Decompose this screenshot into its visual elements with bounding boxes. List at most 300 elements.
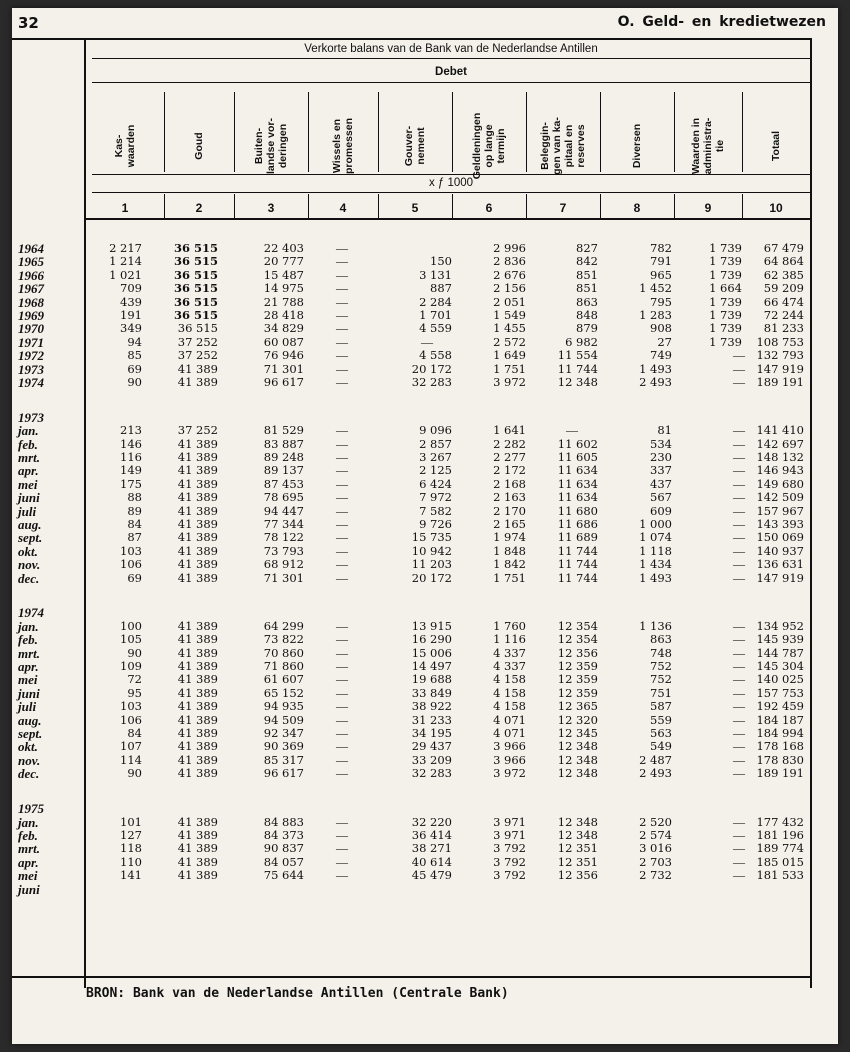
table-cell: 9 726 — [419, 517, 452, 532]
table-cell: 146 943 — [756, 463, 804, 478]
table-cell: 95 — [127, 685, 142, 700]
table-cell: 3 016 — [639, 841, 672, 856]
table-cell: 41 389 — [177, 557, 218, 572]
column-header-line: landse vor- — [265, 117, 277, 175]
row-label: feb. — [18, 436, 38, 452]
row-label: aug. — [18, 712, 42, 728]
column-header-line: promessen — [343, 117, 355, 175]
table-cell: 142 509 — [756, 490, 804, 505]
table-cell: — — [733, 854, 745, 869]
table-cell: 11 602 — [557, 436, 598, 451]
table-cell: 134 952 — [756, 618, 804, 633]
table-cell: 94 509 — [263, 712, 304, 727]
table-cell: 150 069 — [756, 530, 804, 545]
table-cell: 795 — [650, 294, 672, 309]
table-cell: 349 — [120, 321, 142, 336]
table-cell: 41 389 — [177, 570, 218, 585]
title-rule — [92, 58, 810, 59]
column-rule — [600, 92, 601, 172]
table-cell: 28 418 — [263, 308, 304, 322]
table-cell: 67 479 — [763, 241, 804, 255]
table-cell: — — [733, 752, 745, 767]
table-cell: 41 389 — [177, 450, 218, 465]
table-cell: — — [336, 685, 348, 700]
table-cell: 118 — [120, 841, 142, 856]
row-label: 1966 — [18, 267, 44, 283]
row-label: juli — [18, 699, 37, 715]
row-label: feb. — [18, 827, 38, 843]
column-rule — [526, 194, 527, 218]
table-cell: 147 919 — [756, 570, 804, 585]
row-label: juni — [18, 490, 40, 506]
table-cell: 41 389 — [177, 868, 218, 883]
table-cell: 81 233 — [763, 321, 804, 336]
column-number: 7 — [559, 201, 567, 215]
table-cell: 116 — [120, 450, 142, 465]
table-cell: 15 735 — [411, 530, 452, 545]
column-number: 5 — [411, 201, 419, 215]
table-cell: — — [336, 294, 348, 309]
column-header — [631, 124, 643, 168]
table-cell: 96 617 — [263, 375, 304, 389]
table-cell: — — [733, 450, 745, 465]
table-cell: 1 664 — [709, 281, 742, 296]
table-cell: 1 116 — [493, 632, 526, 647]
table-cell: — — [336, 490, 348, 505]
column-rule — [164, 194, 165, 218]
table-cell: 751 — [650, 685, 672, 700]
table-cell: 41 389 — [177, 436, 218, 451]
table-cell: 2 996 — [493, 241, 526, 255]
table-cell: — — [336, 766, 348, 781]
table-cell: 887 — [430, 281, 452, 296]
column-rule — [526, 92, 527, 172]
table-cell: 41 389 — [177, 841, 218, 856]
table-cell: — — [733, 827, 745, 842]
table-cell: 4 071 — [493, 726, 526, 741]
table-cell: — — [733, 645, 745, 660]
row-label: mrt. — [18, 450, 41, 466]
table-cell: 559 — [650, 712, 672, 727]
column-rule — [674, 194, 675, 218]
table-cell: — — [733, 503, 745, 518]
table-cell: 1 739 — [709, 308, 742, 322]
row-label: mrt. — [18, 841, 41, 857]
column-header-line: Diversen — [631, 123, 643, 169]
table-cell: 908 — [650, 321, 672, 336]
column-number: 2 — [195, 201, 203, 215]
table-cell: 141 — [120, 868, 142, 883]
source-note: BRON: Bank van de Nederlandse Antillen (Centrale Bank) — [86, 986, 509, 1001]
table-cell: 3 966 — [493, 739, 526, 754]
table-cell: 90 837 — [263, 841, 304, 856]
table-cell: 87 453 — [263, 476, 304, 491]
table-cell: 178 168 — [756, 739, 804, 754]
table-cell: 12 354 — [557, 632, 598, 647]
table-cell: 87 — [127, 530, 142, 545]
table-cell: 3 971 — [493, 827, 526, 842]
table-cell: 181 196 — [756, 827, 804, 842]
table-cell: 36 515 — [173, 254, 218, 269]
table-cell: 177 432 — [756, 814, 804, 829]
column-header — [193, 132, 205, 159]
table-cell: 14 497 — [411, 659, 452, 674]
column-rule — [234, 194, 235, 218]
table-cell: 191 — [120, 308, 142, 322]
table-cell: 2 282 — [493, 436, 526, 451]
table-cell: — — [336, 436, 348, 451]
row-label: 1970 — [18, 321, 44, 337]
table-cell: — — [421, 334, 433, 349]
table-cell: 11 744 — [557, 570, 598, 585]
table-cell: 88 — [127, 490, 142, 505]
table-cell: 62 385 — [763, 267, 804, 282]
table-cell: 36 515 — [173, 294, 218, 309]
table-cell: 61 607 — [263, 672, 304, 687]
top-rule — [12, 38, 812, 40]
table-cell: 965 — [650, 267, 672, 282]
row-label: sept. — [18, 530, 43, 546]
table-cell: 752 — [650, 672, 672, 687]
table-cell: 110 — [120, 854, 142, 869]
table-cell: — — [733, 361, 745, 376]
table-cell: 189 191 — [756, 375, 804, 389]
table-cell: 106 — [120, 712, 142, 727]
column-header — [113, 125, 137, 168]
table-cell: 41 389 — [177, 490, 218, 505]
row-label: 1974 — [18, 375, 44, 390]
table-cell: 12 365 — [557, 699, 598, 714]
row-label: apr. — [18, 854, 39, 870]
row-label: dec. — [18, 766, 40, 782]
row-label: mrt. — [18, 645, 41, 661]
column-header-line: termijn — [495, 128, 507, 164]
table-cell: — — [733, 517, 745, 532]
column-rule — [452, 92, 453, 172]
table-cell: — — [336, 450, 348, 465]
row-label: okt. — [18, 543, 38, 559]
table-cell: — — [733, 739, 745, 754]
row-label: mei — [18, 868, 38, 884]
table-cell: 146 — [120, 436, 142, 451]
table-cell: 64 299 — [263, 618, 304, 633]
table-cell: 12 351 — [557, 854, 598, 869]
column-rule — [234, 92, 235, 172]
table-cell: 12 348 — [557, 766, 598, 781]
table-row — [12, 883, 838, 897]
column-header-line: gen van ka- — [551, 117, 563, 175]
table-cell: 90 — [127, 645, 142, 660]
table-cell: — — [336, 254, 348, 269]
column-rule — [308, 92, 309, 172]
table-cell: 1 739 — [709, 334, 742, 349]
row-label: 1968 — [18, 294, 44, 310]
table-cell: — — [336, 267, 348, 282]
column-header-line: Totaal — [770, 130, 782, 162]
table-cell: 36 515 — [173, 308, 218, 322]
column-header-line: Goud — [193, 132, 205, 160]
table-cell: 90 369 — [263, 739, 304, 754]
table-cell: 2 172 — [493, 463, 526, 478]
table-cell: — — [336, 699, 348, 714]
table-cell: 4 559 — [419, 321, 452, 336]
table-cell: 782 — [650, 241, 672, 255]
table-cell: 4 337 — [493, 645, 526, 660]
table-cell: 11 605 — [557, 450, 598, 465]
table-cell: 11 554 — [557, 348, 598, 363]
table-cell: 73 793 — [263, 543, 304, 558]
table-cell: 108 753 — [756, 334, 804, 349]
column-header — [770, 131, 782, 161]
row-label: 1973 — [18, 361, 44, 377]
column-number: 4 — [339, 201, 347, 215]
table-cell: — — [336, 543, 348, 558]
table-cell: 1 760 — [493, 618, 526, 633]
table-cell: 2 168 — [493, 476, 526, 491]
table-cell: 748 — [650, 645, 672, 660]
table-cell: — — [336, 645, 348, 660]
unit-rule-bottom — [92, 192, 810, 193]
table-row — [12, 869, 838, 883]
row-label: aug. — [18, 517, 42, 533]
table-cell: 38 271 — [411, 841, 452, 856]
table-cell: 20 777 — [263, 254, 304, 269]
table-cell: 41 389 — [177, 632, 218, 647]
table-cell: 89 137 — [263, 463, 304, 478]
row-label: juli — [18, 503, 37, 519]
table-cell: 41 389 — [177, 699, 218, 714]
table-cell: 41 389 — [177, 685, 218, 700]
column-rule — [600, 194, 601, 218]
table-cell: 12 354 — [557, 618, 598, 633]
table-cell: 37 252 — [177, 348, 218, 363]
table-cell: 1 283 — [639, 308, 672, 322]
table-cell: 94 935 — [263, 699, 304, 714]
table-cell: — — [733, 659, 745, 674]
table-cell: 1 136 — [639, 618, 672, 633]
table-cell: 41 389 — [177, 530, 218, 545]
table-cell: 41 389 — [177, 766, 218, 781]
table-cell: — — [336, 348, 348, 363]
group-label: 1974 — [18, 605, 44, 621]
table-cell: — — [336, 361, 348, 376]
row-label: 1971 — [18, 334, 44, 350]
table-cell: 189 191 — [756, 766, 804, 781]
table-cell: — — [336, 841, 348, 856]
column-number: 1 — [121, 201, 129, 215]
table-cell: 4 071 — [493, 712, 526, 727]
table-cell: 848 — [576, 308, 598, 322]
table-cell: 1 000 — [639, 517, 672, 532]
row-label: nov. — [18, 752, 41, 768]
table-cell: 2 284 — [419, 294, 452, 309]
table-cell: 34 195 — [411, 726, 452, 741]
table-cell: 89 248 — [263, 450, 304, 465]
table-cell: 1 455 — [493, 321, 526, 336]
table-cell: — — [733, 712, 745, 727]
table-cell: 142 697 — [756, 436, 804, 451]
table-cell: 549 — [650, 739, 672, 754]
table-cell: 2 156 — [493, 281, 526, 296]
table-cell: 29 437 — [411, 739, 452, 754]
table-cell: — — [336, 712, 348, 727]
column-header — [539, 117, 587, 175]
row-label: apr. — [18, 463, 39, 479]
table-cell: 6 424 — [419, 476, 452, 491]
document-page — [12, 8, 838, 1044]
table-cell: 109 — [120, 659, 142, 674]
table-cell: 73 822 — [263, 632, 304, 647]
table-cell: 11 689 — [557, 530, 598, 545]
column-rule — [742, 92, 743, 172]
table-cell: — — [336, 517, 348, 532]
table-cell: 83 887 — [263, 436, 304, 451]
row-label: mei — [18, 476, 38, 492]
table-cell: — — [733, 490, 745, 505]
column-header-line: nement — [415, 127, 427, 165]
table-cell: 157 753 — [756, 685, 804, 700]
row-label: 1965 — [18, 254, 44, 270]
table-cell: 609 — [650, 503, 672, 518]
column-rule — [378, 92, 379, 172]
table-cell: — — [733, 557, 745, 572]
side-rule — [92, 82, 810, 83]
column-header — [253, 118, 289, 174]
table-cell: — — [336, 334, 348, 349]
row-label: juni — [18, 685, 40, 701]
column-rule — [164, 92, 165, 172]
column-header-line: deringen — [277, 123, 289, 169]
table-cell: 36 515 — [173, 241, 218, 255]
table-cell: 94 — [127, 334, 142, 349]
table-cell: 41 389 — [177, 672, 218, 687]
table-cell: 41 389 — [177, 645, 218, 660]
row-label: 1964 — [18, 241, 44, 256]
table-cell: 66 474 — [763, 294, 804, 309]
table-cell: 19 688 — [411, 672, 452, 687]
table-cell: 1 493 — [639, 570, 672, 585]
table-cell: — — [336, 530, 348, 545]
table-cell: 84 — [127, 517, 142, 532]
column-header-line: Gouver- — [403, 125, 415, 167]
column-rule — [674, 92, 675, 172]
column-header-line: waarden — [125, 124, 137, 168]
row-label: apr. — [18, 659, 39, 675]
table-cell: 3 792 — [493, 841, 526, 856]
table-cell: — — [336, 739, 348, 754]
column-header-line: pitaal en — [563, 124, 575, 168]
column-header — [471, 113, 507, 180]
table-cell: 2 493 — [639, 766, 672, 781]
table-cell: 2 165 — [493, 517, 526, 532]
row-label: 1972 — [18, 348, 44, 364]
table-cell: — — [733, 375, 745, 389]
column-rule — [452, 194, 453, 218]
table-cell: 749 — [650, 348, 672, 363]
table-cell: — — [336, 281, 348, 296]
table-cell: 84 883 — [263, 814, 304, 829]
table-cell: 1 118 — [639, 543, 672, 558]
column-header-line: op lange — [483, 124, 495, 168]
table-cell: — — [336, 375, 348, 389]
table-cell: 1 739 — [709, 321, 742, 336]
table-cell: 1 549 — [493, 308, 526, 322]
table-cell: 36 515 — [177, 321, 218, 336]
table-cell: 863 — [576, 294, 598, 309]
table-cell: 1 021 — [109, 267, 142, 282]
table-cell: 6 982 — [565, 334, 598, 349]
table-cell: — — [733, 868, 745, 883]
table-cell: 213 — [120, 423, 142, 438]
table-cell: 145 939 — [756, 632, 804, 647]
table-cell: 1 649 — [493, 348, 526, 363]
table-cell: 12 348 — [557, 752, 598, 767]
table-title: Verkorte balans van de Bank van de Nederlandse Antillen — [304, 43, 598, 55]
table-cell: 41 389 — [177, 476, 218, 491]
table-cell: 84 057 — [263, 854, 304, 869]
column-header — [331, 118, 355, 174]
table-cell: — — [336, 726, 348, 741]
table-cell: 70 860 — [263, 645, 304, 660]
table-cell: — — [733, 463, 745, 478]
row-label: mei — [18, 672, 38, 688]
table-cell: 20 172 — [411, 570, 452, 585]
column-number: 10 — [769, 201, 783, 215]
column-header-line: administra- — [702, 117, 714, 175]
table-cell: 1 641 — [493, 423, 526, 438]
table-side: Debet — [435, 66, 467, 78]
table-cell: 64 864 — [763, 254, 804, 269]
column-header-line: reserves — [575, 124, 587, 168]
table-cell: 3 131 — [419, 267, 452, 282]
table-cell: — — [336, 672, 348, 687]
table-cell: 2 703 — [639, 854, 672, 869]
table-cell: 4 158 — [493, 685, 526, 700]
table-cell: 2 487 — [639, 752, 672, 767]
table-cell: 1 452 — [639, 281, 672, 296]
table-cell: 149 — [120, 463, 142, 478]
table-cell: 13 915 — [411, 618, 452, 633]
table-cell: — — [733, 436, 745, 451]
column-number: 9 — [704, 201, 712, 215]
table-cell: — — [336, 854, 348, 869]
table-cell: 84 373 — [263, 827, 304, 842]
table-cell: 11 680 — [557, 503, 598, 518]
table-cell: 175 — [120, 476, 142, 491]
table-cell: 72 244 — [763, 308, 804, 322]
table-cell: — — [336, 632, 348, 647]
table-cell: 71 301 — [263, 361, 304, 376]
chapter-title: O. Geld- en kredietwezen — [617, 14, 826, 30]
table-cell: 587 — [650, 699, 672, 714]
table-cell: 2 277 — [493, 450, 526, 465]
table-cell: 147 919 — [756, 361, 804, 376]
table-cell: 1 751 — [493, 570, 526, 585]
table-cell: — — [336, 659, 348, 674]
table-cell: 1 493 — [639, 361, 672, 376]
table-cell: 41 389 — [177, 517, 218, 532]
table-cell: 90 — [127, 766, 142, 781]
table-cell: 76 946 — [263, 348, 304, 363]
table-cell: — — [336, 321, 348, 336]
table-cell: — — [336, 423, 348, 438]
table-cell: 2 574 — [639, 827, 672, 842]
table-cell: 72 — [127, 672, 142, 687]
table-cell: 140 025 — [756, 672, 804, 687]
table-cell: 12 348 — [557, 375, 598, 389]
table-cell: 7 972 — [419, 490, 452, 505]
table-cell: 879 — [576, 321, 598, 336]
